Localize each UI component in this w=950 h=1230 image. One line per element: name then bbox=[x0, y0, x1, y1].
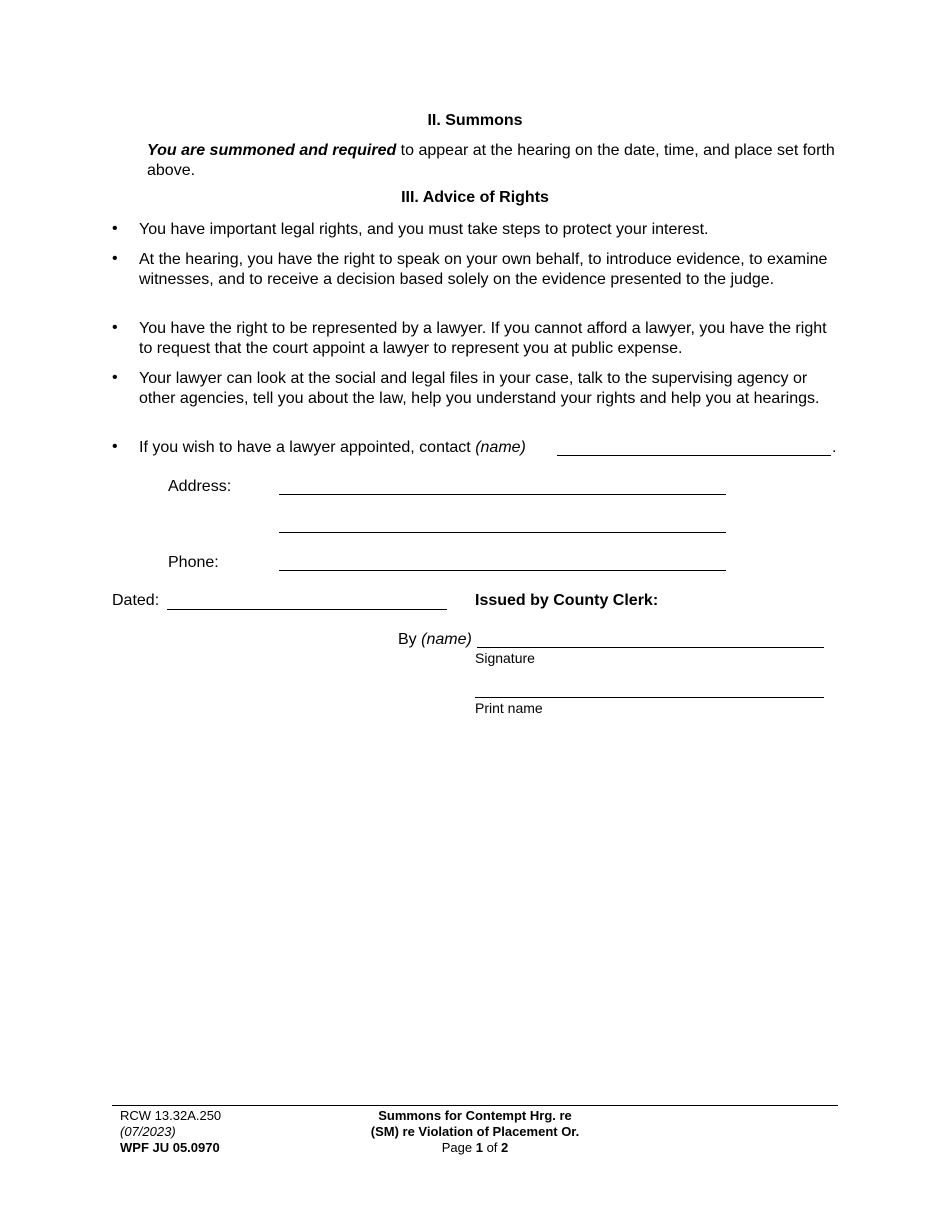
rights-bullet-3: You have the right to be represented by a lawyer. If you cannot afford a lawyer, you have the right to request that the court appoint a lawyer to represent you at public expense. bbox=[139, 320, 827, 357]
by-label: By bbox=[398, 631, 422, 648]
footer-date: (07/2023) bbox=[120, 1124, 176, 1139]
address-field-line-2[interactable] bbox=[279, 532, 726, 533]
address-label: Address: bbox=[168, 478, 232, 495]
footer-rcw: RCW 13.32A.250 bbox=[120, 1108, 222, 1123]
bullet-dot: • bbox=[112, 220, 118, 237]
dated-label: Dated: bbox=[112, 592, 160, 609]
print-name-caption: Print name bbox=[475, 700, 543, 716]
page-word: Page bbox=[441, 1140, 476, 1155]
rights-heading: III. Advice of Rights bbox=[401, 189, 549, 206]
phone-field[interactable] bbox=[279, 570, 726, 571]
contact-suffix: . bbox=[832, 439, 837, 456]
signature-field[interactable] bbox=[477, 647, 824, 648]
summons-heading: II. Summons bbox=[427, 112, 523, 129]
summons-paragraph bbox=[147, 141, 837, 181]
page-total: 2 bbox=[501, 1140, 509, 1155]
signature-caption: Signature bbox=[475, 650, 535, 666]
page-number: 1 bbox=[475, 1140, 483, 1155]
dated-field[interactable] bbox=[167, 609, 447, 610]
print-name-field[interactable] bbox=[475, 697, 824, 698]
bullet-dot: • bbox=[112, 369, 118, 386]
phone-label: Phone: bbox=[168, 554, 219, 571]
bullet-dot: • bbox=[112, 438, 118, 455]
address-field-line-1[interactable] bbox=[279, 494, 726, 495]
summons-text: to appear at the hearing on the date, time, and place set forth above. bbox=[147, 142, 835, 179]
summons-lead: You are summoned and required bbox=[147, 142, 397, 159]
page-of: of bbox=[482, 1140, 502, 1155]
issued-by-label: Issued by County Clerk: bbox=[475, 592, 659, 609]
bullet-dot: • bbox=[112, 319, 118, 336]
footer-form-id: WPF JU 05.0970 bbox=[120, 1140, 220, 1155]
by-name-label bbox=[398, 630, 472, 650]
bullet-dot: • bbox=[112, 250, 118, 267]
rights-bullet-4: Your lawyer can look at the social and legal files in your case, talk to the supervising agency or other agencies, tell you about the law, help you understand your rights and help you at hearings. bbox=[139, 370, 820, 407]
footer-title-line-1: Summons for Contempt Hrg. re bbox=[378, 1108, 572, 1123]
contact-lawyer-text bbox=[139, 438, 526, 458]
contact-name-label: (name) bbox=[475, 439, 526, 456]
footer-center bbox=[325, 1108, 625, 1156]
footer-title-line-2: (SM) re Violation of Placement Or. bbox=[370, 1124, 580, 1139]
by-name: (name) bbox=[421, 631, 472, 648]
footer-page-info bbox=[325, 1140, 625, 1156]
contact-prefix: If you wish to have a lawyer appointed, contact bbox=[139, 439, 476, 456]
footer-rule bbox=[112, 1105, 838, 1106]
lawyer-name-field[interactable] bbox=[557, 455, 831, 456]
rights-bullet-1: You have important legal rights, and you must take steps to protect your interest. bbox=[139, 221, 709, 238]
footer-left bbox=[120, 1108, 221, 1156]
rights-bullet-2: At the hearing, you have the right to speak on your own behalf, to introduce evidence, to examine witnesses, and to receive a decision based solely on the evidence presented to the judge. bbox=[139, 251, 828, 288]
